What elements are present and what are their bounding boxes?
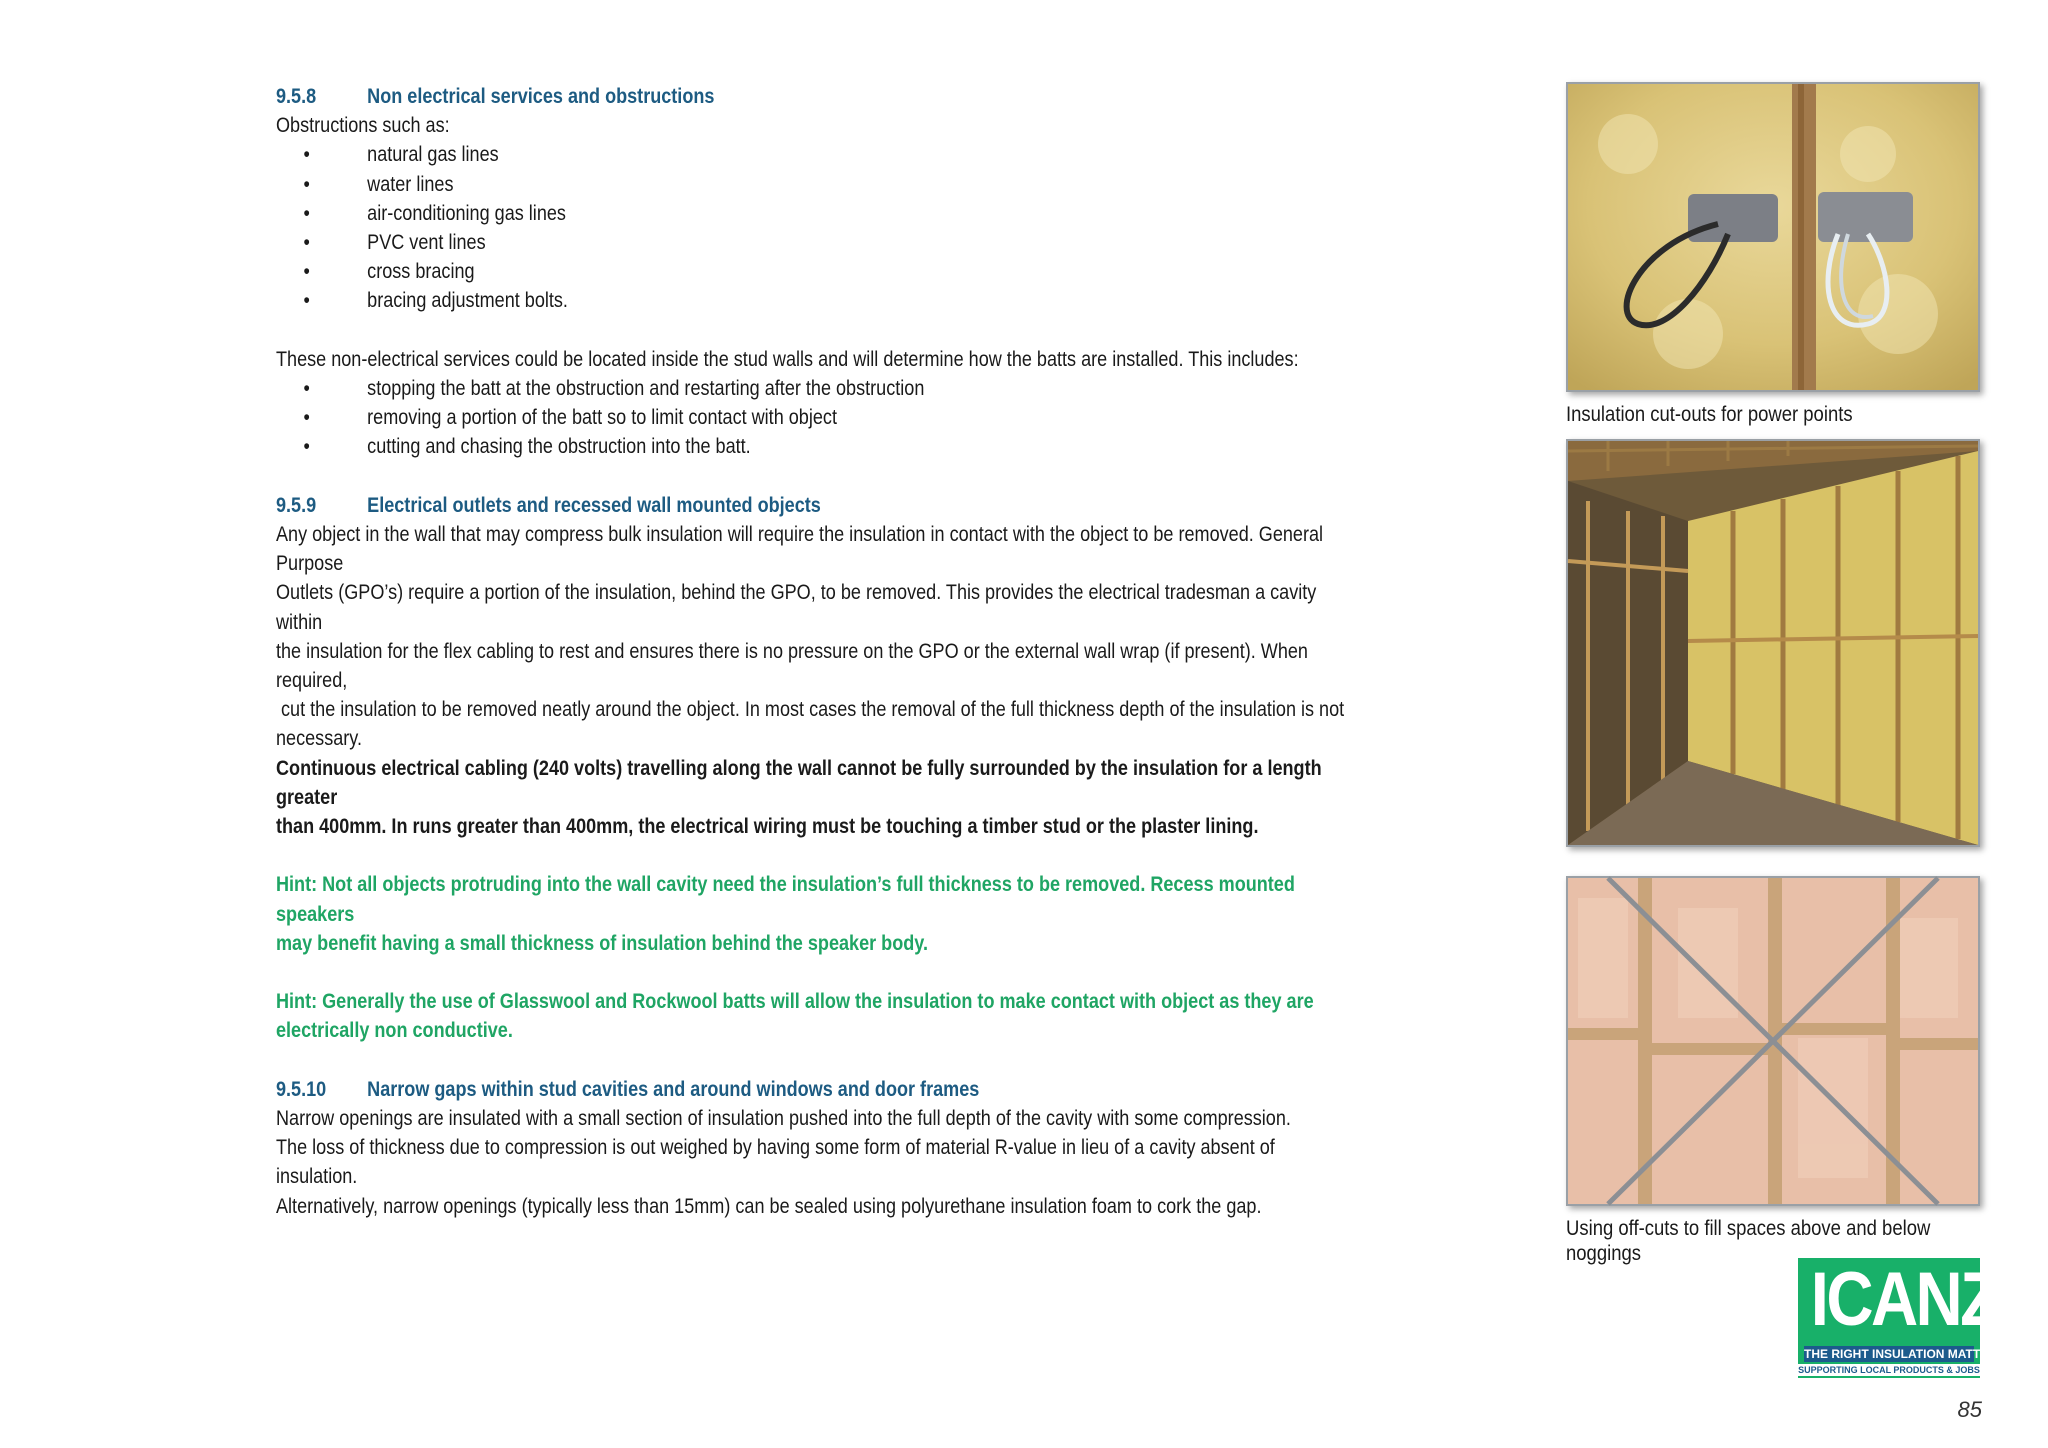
- photo-power-point-cutouts: [1566, 82, 1980, 392]
- logo-tagline: THE RIGHT INSULATION MATTERS: [1804, 1347, 2005, 1361]
- list-item: • cross bracing: [276, 257, 1360, 286]
- section-number: 9.5.10: [276, 1077, 327, 1101]
- list-item: • removing a portion of the batt so to limit contact with object: [276, 403, 1360, 432]
- paragraph-line: Narrow openings are insulated with a small section of insulation pushed into the full depth of the cavity with some compression.: [276, 1107, 1291, 1131]
- list-item: • natural gas lines: [276, 140, 1360, 169]
- section-title: Electrical outlets and recessed wall mounted objects: [367, 493, 821, 517]
- paragraph-line: necessary.: [276, 727, 362, 751]
- list-item: • water lines: [276, 170, 1360, 199]
- logo-wordmark: ICANZ: [1810, 1257, 1998, 1342]
- paragraph-line: Any object in the wall that may compress bulk insulation will require the insulation in contact with the object to be removed. General Purpose: [276, 523, 1324, 576]
- icanz-logo: [1798, 1257, 2005, 1378]
- page-number: 85: [1957, 1397, 1982, 1422]
- intro-text: Obstructions such as:: [276, 114, 450, 138]
- section-number: 9.5.8: [276, 85, 317, 108]
- paragraph-line: Outlets (GPO’s) require a portion of the insulation, behind the GPO, to be removed. This provides the electrical tradesman a cavity within: [276, 581, 1317, 634]
- list-item: • PVC vent lines: [276, 228, 1360, 257]
- section-title: Narrow gaps within stud cavities and around windows and door frames: [367, 1077, 980, 1101]
- paragraph-line: cut the insulation to be removed neatly around the object. In most cases the removal of the full thickness depth of the insulation is not: [276, 698, 1345, 722]
- offcuts-photo-image: [1568, 878, 1978, 1204]
- installation-list: [276, 374, 1360, 462]
- paragraph-line: the insulation for the flex cabling to rest and ensures there is no pressure on the GPO or the external wall wrap (if present). When required,: [276, 639, 1308, 693]
- power-point-photo-image: [1568, 84, 1978, 390]
- main-text-column: [276, 82, 1360, 1221]
- section-number: 9.5.9: [276, 493, 317, 517]
- photo-insulated-wall: [1566, 439, 1980, 847]
- caption-line: Using off-cuts to fill spaces above and below: [1566, 1217, 1931, 1240]
- hint-line: Hint: Not all objects protruding into the wall cavity need the insulation’s full thickness to be removed. Recess mounted speakers: [276, 873, 1295, 926]
- section-title: Non electrical services and obstructions: [367, 85, 715, 108]
- photo-caption: Insulation cut-outs for power points: [1566, 403, 1853, 426]
- bold-warning-line: than 400mm. In runs greater than 400mm, the electrical wiring must be touching a timber stud or the plaster lining.: [276, 815, 1259, 839]
- list-item: • air-conditioning gas lines: [276, 199, 1360, 228]
- list-item: • stopping the batt at the obstruction and restarting after the obstruction: [276, 374, 1360, 403]
- paragraph-line: Alternatively, narrow openings (typically less than 15mm) can be sealed using polyurethane insulation foam to cork the gap.: [276, 1194, 1262, 1218]
- section-heading-9-5-8: [276, 82, 1360, 111]
- logo-subline: SUPPORTING LOCAL PRODUCTS & JOBS: [1798, 1365, 1980, 1375]
- caption-line: noggings: [1566, 1242, 1642, 1265]
- obstruction-list: [276, 140, 1360, 315]
- photo-offcuts-noggings: [1566, 876, 1980, 1206]
- bold-warning-line: Continuous electrical cabling (240 volts) travelling along the wall cannot be fully surrounded by the insulation for a length greater: [276, 756, 1322, 809]
- section-heading-9-5-10: [276, 1075, 1360, 1104]
- list-item: • cutting and chasing the obstruction into the batt.: [276, 432, 1360, 461]
- insulated-wall-photo-image: [1568, 441, 1978, 845]
- section-heading-9-5-9: [276, 491, 1360, 520]
- paragraph: These non-electrical services could be located inside the stud walls and will determine how the batts are installed. This includes:: [276, 347, 1299, 371]
- hint-line: may benefit having a small thickness of insulation behind the speaker body.: [276, 931, 928, 955]
- paragraph-line: The loss of thickness due to compression is out weighed by having some form of material R-value in lieu of a cavity absent of insulation.: [276, 1136, 1275, 1189]
- hint-line: electrically non conductive.: [276, 1019, 513, 1043]
- hint-line: Hint: Generally the use of Glasswool and Rockwool batts will allow the insulation to make contact with object as they are: [276, 990, 1314, 1014]
- list-item: • bracing adjustment bolts.: [276, 286, 1360, 315]
